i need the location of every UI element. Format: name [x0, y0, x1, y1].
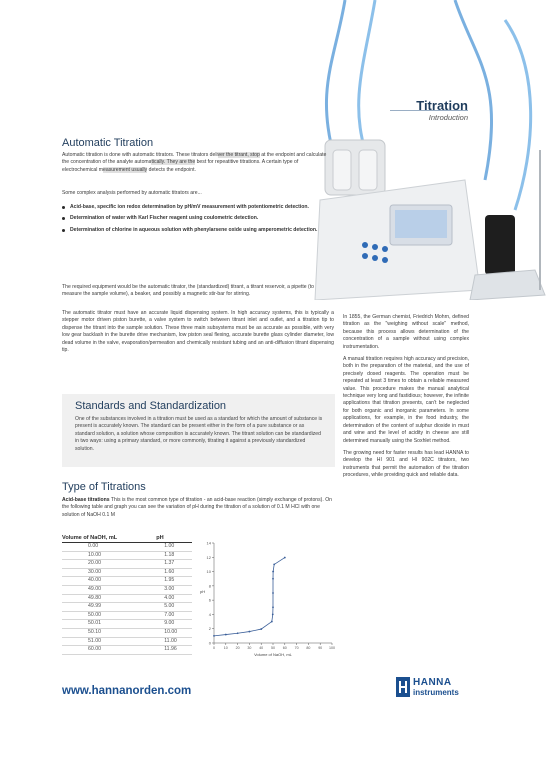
table-row: [62, 646, 192, 655]
table-row: [62, 577, 192, 586]
y-tick-label: 10: [206, 569, 211, 575]
volume-cell: 10.00: [62, 551, 156, 560]
volume-cell: 0.00: [62, 543, 156, 552]
table-row: [62, 551, 192, 560]
x-tick-label: 50: [271, 646, 275, 650]
data-point: [271, 621, 273, 623]
y-tick-label: 2: [208, 626, 211, 632]
series-line: [214, 558, 285, 636]
table-row: [62, 560, 192, 569]
website-link[interactable]: www.hannanorden.com: [62, 685, 192, 697]
data-point: [237, 632, 239, 634]
y-tick-label: 12: [206, 554, 211, 560]
ph-cell: 4.00: [156, 594, 192, 603]
x-tick-label: 40: [259, 646, 264, 650]
column-header-ph: pH: [156, 535, 192, 543]
ph-cell: 7.00: [156, 611, 192, 620]
titrator-illustration: [305, 0, 550, 300]
ph-cell: 11.00: [156, 637, 192, 646]
column-header-volume: Volume of NaOH, mL: [62, 535, 156, 543]
x-tick-label: 10: [223, 646, 228, 650]
volume-cell: 50.01: [62, 620, 156, 629]
required-equipment-text: The required equipment would be the automatic titrator, the (standardized) titrant, a titrant reservoir, a pipette (to measure the sample volume), a beaker, and possibly a magnetic stir-bar for stirring.: [62, 284, 314, 298]
table-row: [62, 637, 192, 646]
x-tick-label: 80: [306, 646, 311, 650]
x-tick-label: 30: [247, 646, 252, 650]
automatic-intro: Automatic titration is done with automatic titrators. These titrators deliver the titrant, stop at the endpoint and calculate the concentration of the analyte automatically. They are the best for repeatitive titrations. A certain type of electrochemical measurement usually detects the endpoint.: [62, 152, 327, 173]
data-point: [272, 606, 274, 608]
y-tick-label: 4: [208, 611, 211, 617]
ph-cell: 1.37: [156, 560, 192, 569]
manual-titration-paragraph: A manual titration requires high accuracy and precision, both in the preparation of the material, and the use of precisely dosed reagents. The operation must be repeated at least 3 times to obtain a reliable measured value. This procedure makes the manual analytical technique very long and fastidious; however, the infinite applications that titration presents, can't be neglected for both organic and inorganic parameters. In some applications, for example, in the food industry, the determination of the content of sulphur dioxide in must and wine and the level of acidity in cheese are still determined manually using the Soxhlet method.: [343, 356, 469, 444]
table-row: [62, 611, 192, 620]
history-paragraph: In 1855, the German chemist, Friedrich Mohrn, defined titration as the "weighing without scale" method, because this process allows determination of the concentration of a sample without using complex instrumentation.: [343, 314, 469, 350]
table-row: [62, 594, 192, 603]
data-point: [249, 631, 251, 633]
data-point: [225, 634, 227, 636]
right-column: [343, 314, 469, 485]
data-point: [272, 614, 274, 616]
list-item: Determination of water with Karl Fischer reagent using coulometric detection.: [62, 215, 322, 222]
list-item: Determination of chlorine in aqueous solution with phenylarsene oxide using amperometric detection.: [62, 227, 322, 234]
volume-cell: 49.00: [62, 585, 156, 594]
ph-cell: 1.95: [156, 577, 192, 586]
y-tick-label: 6: [208, 597, 211, 603]
table-row: [62, 543, 192, 552]
data-point: [213, 635, 215, 637]
ph-cell: 3.00: [156, 585, 192, 594]
data-point: [272, 592, 274, 594]
volume-cell: 30.00: [62, 568, 156, 577]
ph-cell: 1.18: [156, 551, 192, 560]
analysis-list: [62, 204, 322, 238]
x-tick-label: 90: [318, 646, 323, 650]
acid-base-text: Acid-base titrations This is the most common type of titration - an acid-base reaction (simply exchange of protons). On the following table and graph you can see the variation of pH during the titration of a solution of 0.1 M HCl with one solution of NaOH 0.1 M: [62, 497, 332, 518]
volume-cell: 51.00: [62, 637, 156, 646]
dispensing-system-text: The automatic titrator must have an accurate liquid dispensing system. In high accuracy systems, this is typically a stepper motor driven piston burette, a valve system to switch between titrant inlet and outlet, and a titration tip to dispense the titrant into the sample solution. These three main subsystems must be as accurate as possible, with very low gear backlash in the burette drive mechanism, low piston seal flexing, accurate burette glass cylinder diameter, low dead volume in the valve, evaporation/permeation and chemically resistant tubing and an anti-diffusion titrant dispensing tip.: [62, 310, 334, 354]
page-subtitle: Introduction: [428, 113, 468, 122]
volume-cell: 49.99: [62, 603, 156, 612]
titration-table: [62, 535, 192, 655]
y-tick-label: 8: [208, 583, 211, 589]
complex-analysis-intro: Some complex analysis performed by automatic titrators are...: [62, 190, 202, 196]
logo-name: HANNA: [413, 677, 452, 688]
x-tick-label: 20: [235, 646, 240, 650]
data-point: [273, 564, 275, 566]
y-tick-label: 0: [208, 640, 211, 646]
x-axis-label: Volume of NaOH, mL: [254, 652, 292, 657]
standards-text: One of the substances involved in a titration must be used as a standard for which the amount of substance is present is accurately known. The standard can be present either in the form of a pure substance or as standard solution, a solution whose composition is accurately known. The titrant solution can be standardized in two ways: using a primary standard, or more commonly, titrating it against a previously standardized solution.: [75, 416, 323, 452]
volume-cell: 60.00: [62, 646, 156, 655]
volume-cell: 20.00: [62, 560, 156, 569]
table-row: [62, 603, 192, 612]
volume-cell: 40.00: [62, 577, 156, 586]
y-axis-label: pH: [200, 589, 206, 594]
types-heading: Type of Titrations: [62, 481, 146, 493]
ph-cell: 1.00: [156, 543, 192, 552]
x-tick-label: 100: [329, 646, 335, 650]
data-point: [272, 571, 274, 573]
ph-cell: 11.96: [156, 646, 192, 655]
automatic-titration-heading: Automatic Titration: [62, 137, 154, 149]
data-point: [284, 557, 286, 559]
ph-cell: 1.60: [156, 568, 192, 577]
logo-sub: instruments: [413, 688, 459, 697]
page-title: Titration: [416, 98, 468, 113]
table-header-row: [62, 535, 192, 543]
x-tick-label: 60: [282, 646, 287, 650]
table-row: [62, 568, 192, 577]
table-row: [62, 585, 192, 594]
volume-cell: 49.80: [62, 594, 156, 603]
ph-cell: 5.00: [156, 603, 192, 612]
ph-cell: 9.00: [156, 620, 192, 629]
standards-heading: Standards and Standardization: [75, 400, 227, 412]
ph-cell: 10.00: [156, 628, 192, 637]
y-tick-label: 14: [206, 540, 211, 546]
volume-cell: 50.10: [62, 628, 156, 637]
data-point: [272, 578, 274, 580]
volume-cell: 50.00: [62, 611, 156, 620]
table-row: [62, 628, 192, 637]
table-row: [62, 620, 192, 629]
data-point: [260, 628, 262, 630]
list-item: Acid-base, specific ion redox determination by pH/mV measurement with potentiometric detection.: [62, 204, 322, 211]
x-tick-label: 70: [294, 646, 299, 650]
x-tick-label: 0: [213, 646, 215, 650]
titration-curve-chart: [196, 535, 336, 660]
hanna-titrators-paragraph: The growing need for faster results has lead HANNA to develop the HI 901 and HI 902C titrators, two instruments that permit the automation of the titration procedures, while providing quick and reliable data.: [343, 449, 469, 479]
